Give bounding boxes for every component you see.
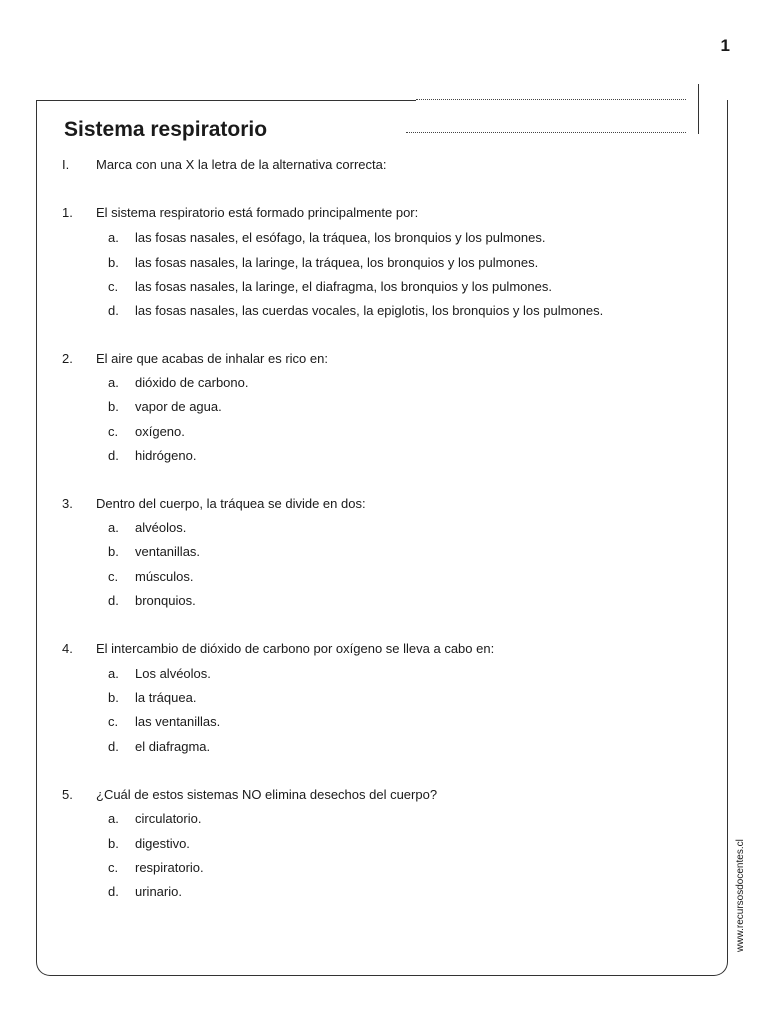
option-letter[interactable]: a.	[108, 375, 119, 390]
option-text: músculos.	[135, 569, 194, 584]
option-text: Los alvéolos.	[135, 666, 211, 681]
option-text: alvéolos.	[135, 520, 187, 535]
option-text: circulatorio.	[135, 811, 202, 826]
option-letter[interactable]: c.	[108, 569, 119, 584]
option-text: las fosas nasales, la laringe, la tráquea, los bronquios y los pulmones.	[135, 255, 539, 270]
question-number: 1.	[62, 205, 73, 220]
option-letter[interactable]: c.	[108, 279, 119, 294]
question-number: 4.	[62, 641, 73, 656]
question-number: 3.	[62, 496, 73, 511]
option-text: digestivo.	[135, 836, 190, 851]
option-letter[interactable]: d.	[108, 593, 119, 608]
question-text: El aire que acabas de inhalar es rico en:	[96, 351, 328, 366]
option-text: el diafragma.	[135, 739, 211, 754]
option-text: dióxido de carbono.	[135, 375, 249, 390]
option-letter[interactable]: c.	[108, 860, 119, 875]
option-text: las fosas nasales, la laringe, el diafragma, los bronquios y los pulmones.	[135, 279, 552, 294]
option-letter[interactable]: a.	[108, 811, 119, 826]
option-text: respiratorio.	[135, 860, 204, 875]
option-letter[interactable]: d.	[108, 448, 119, 463]
option-letter[interactable]: c.	[108, 714, 119, 729]
option-letter[interactable]: d.	[108, 739, 119, 754]
option-letter[interactable]: b.	[108, 544, 119, 559]
option-letter[interactable]: d.	[108, 884, 119, 899]
option-text: vapor de agua.	[135, 399, 222, 414]
question-text: El intercambio de dióxido de carbono por oxígeno se lleva a cabo en:	[96, 641, 495, 656]
option-text: las fosas nasales, el esófago, la tráquea, los bronquios y los pulmones.	[135, 230, 546, 245]
question-text: ¿Cuál de estos sistemas NO elimina desechos del cuerpo?	[96, 787, 438, 802]
option-text: las ventanillas.	[135, 714, 221, 729]
option-text: hidrógeno.	[135, 448, 197, 463]
page-title: Sistema respiratorio	[64, 118, 268, 141]
frame-top-border	[36, 100, 416, 101]
option-letter[interactable]: b.	[108, 399, 119, 414]
question-text: Dentro del cuerpo, la tráquea se divide en dos:	[96, 496, 366, 511]
option-letter[interactable]: a.	[108, 666, 119, 681]
option-text: bronquios.	[135, 593, 196, 608]
option-letter[interactable]: a.	[108, 230, 119, 245]
page-number: 1	[720, 36, 730, 55]
option-text: oxígeno.	[135, 424, 185, 439]
option-letter[interactable]: c.	[108, 424, 119, 439]
question-number: 2.	[62, 351, 73, 366]
question-text: El sistema respiratorio está formado principalmente por:	[96, 205, 419, 220]
title-dotted-line	[406, 132, 686, 133]
name-dotted-line	[416, 99, 686, 100]
option-letter[interactable]: b.	[108, 690, 119, 705]
instruction-text: Marca con una X la letra de la alternativa correcta:	[96, 157, 387, 172]
frame-right-tick	[698, 84, 699, 134]
option-letter[interactable]: a.	[108, 520, 119, 535]
option-letter[interactable]: b.	[108, 836, 119, 851]
option-letter[interactable]: d.	[108, 303, 119, 318]
option-letter[interactable]: b.	[108, 255, 119, 270]
option-text: la tráquea.	[135, 690, 197, 705]
option-text: ventanillas.	[135, 544, 201, 559]
section-numeral: I.	[62, 157, 70, 172]
option-text: las fosas nasales, las cuerdas vocales, la epiglotis, los bronquios y los pulmones.	[135, 303, 604, 318]
question-number: 5.	[62, 787, 73, 802]
option-text: urinario.	[135, 884, 182, 899]
side-url[interactable]: www.recursosdocentes.cl	[735, 839, 746, 952]
